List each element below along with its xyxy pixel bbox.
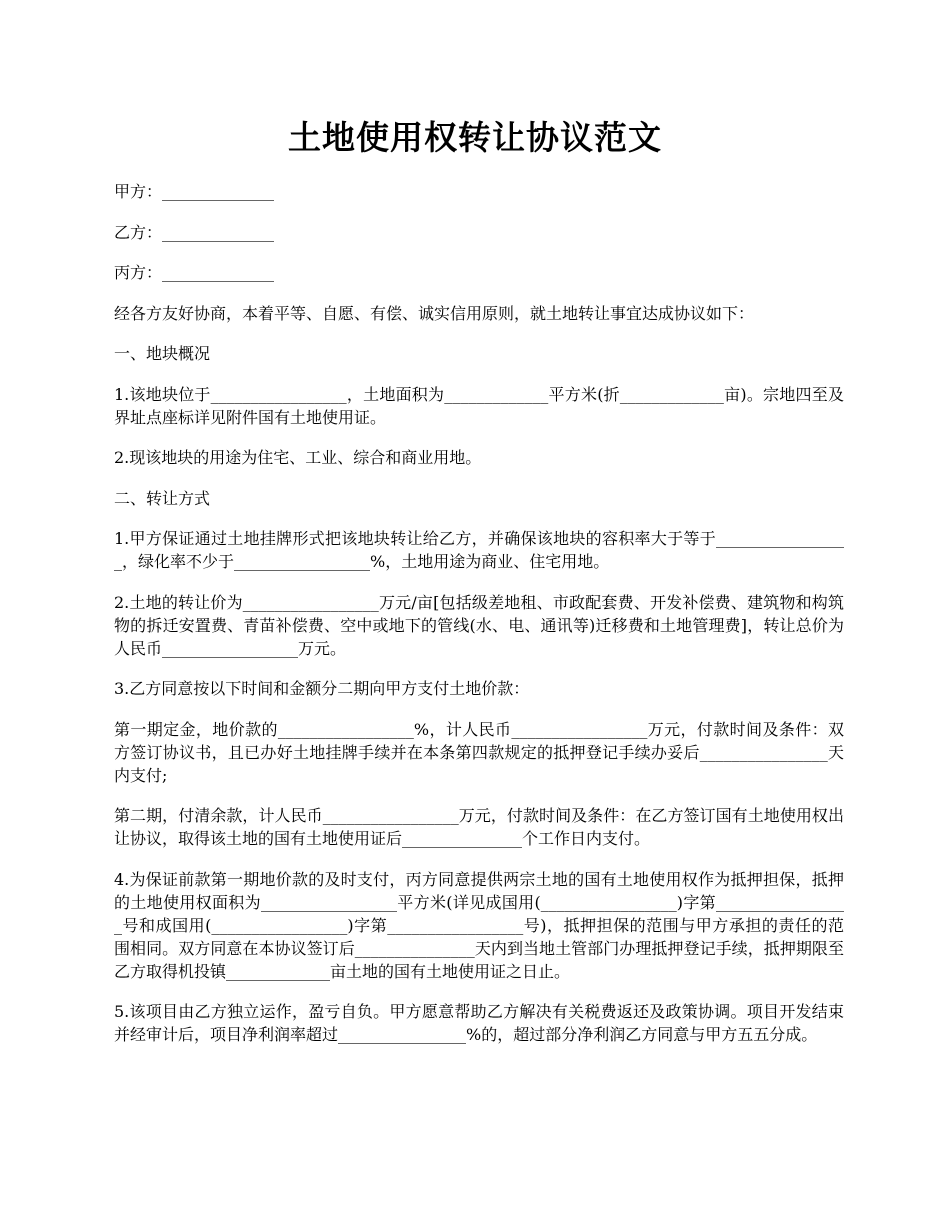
document-body xyxy=(114,180,844,1064)
payment-phase-2: 第二期，付清余款，计人民币_________________万元，付款时间及条件：在乙方签订国有土地使用权出让协议，取得该土地的国有土地使用证后_______________个工作日内支付。 xyxy=(114,806,844,848)
section-2-heading: 二、转让方式 xyxy=(114,488,211,508)
section-2-clause-5: 5.该项目由乙方独立运作，盈亏自负。甲方愿意帮助乙方解决有关税费返还及政策协调。项目开发结束并经审计后，项目净利润率超过________________%的，超过部分净利润乙方同意与甲方五五分成。 xyxy=(114,1002,844,1044)
preamble: 经各方友好协商，本着平等、自愿、有偿、诚实信用原则，就土地转让事宜达成协议如下： xyxy=(114,303,755,323)
party-a-line: 甲方：______________ xyxy=(114,182,275,201)
payment-phase-1: 第一期定金，地价款的_________________%，计人民币_________________万元，付款时间及条件：双方签订协议书，且已办好土地挂牌手续并在本条第四款规定的抵押登记手续办妥后________________天内支付; xyxy=(114,719,844,785)
section-2-clause-1: 1.甲方保证通过土地挂牌形式把该地块转让给乙方，并确保该地块的容积率大于等于_________________，绿化率不少于_________________%，土地用途为商业、住宅用地。 xyxy=(114,529,844,571)
section-2-clause-4: 4.为保证前款第一期地价款的及时支付，丙方同意提供两宗土地的国有土地使用权作为抵押担保，抵押的土地使用权面积为_________________平方米(详见成国用(_________________)字第_________________号和成国用(_________________)字第_________________号)，抵押担保的范围与甲方承担的责任的范围相同。双方同意在本协议签订后_______________天内到当地土管部门办理抵押登记手续，抵押期限至乙方取得机投镇_____________亩土地的国有土地使用证之日止。 xyxy=(114,869,844,981)
section-1-clause-1: 1.该地块位于_________________，土地面积为_____________平方米(折_____________亩)。宗地四至及界址点座标详见附件国有土地使用证。 xyxy=(114,384,844,427)
section-2-clause-3: 3.乙方同意按以下时间和金额分二期向甲方支付土地价款： xyxy=(114,679,530,698)
section-1-clause-2: 2.现该地块的用途为住宅、工业、综合和商业用地。 xyxy=(114,448,482,467)
party-c-line: 丙方：______________ xyxy=(114,263,275,282)
section-1-heading: 一、地块概况 xyxy=(114,344,211,363)
section-2-clause-2: 2.土地的转让价为_________________万元/亩[包括级差地租、市政配套费、开发补偿费、建筑物和构筑物的拆迁安置费、青苗补偿费、空中或地下的管线(水、电、通讯等)迁移费和土地管理费]，转让总价为人民币_________________万元。 xyxy=(114,592,844,658)
document-title: 土地使用权转让协议范文 xyxy=(288,118,662,157)
party-b-line: 乙方：______________ xyxy=(114,222,275,242)
